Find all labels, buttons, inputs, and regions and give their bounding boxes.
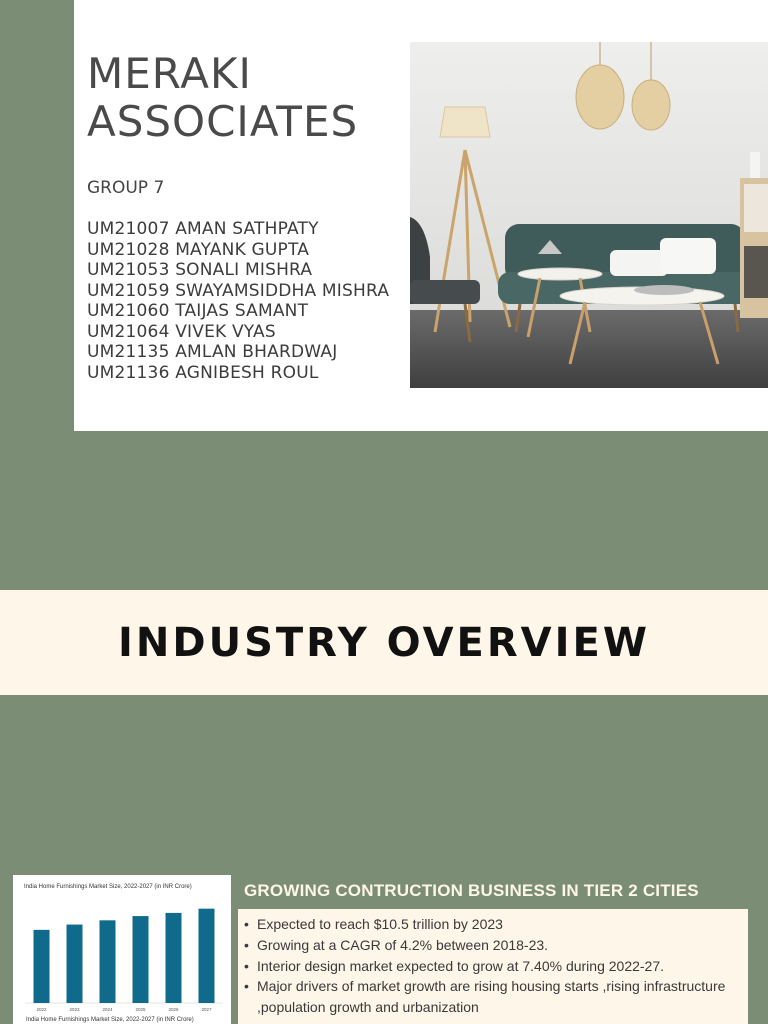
member-list <box>87 219 389 383</box>
chart-bar-2023 <box>67 925 83 1003</box>
chart-bar-2027 <box>199 909 215 1003</box>
member-item: UM21028 MAYANK GUPTA <box>87 239 310 260</box>
chart-tick-label-2025: 2025 <box>135 1007 146 1012</box>
chart-bar-2025 <box>133 916 149 1003</box>
chart-bar-2026 <box>166 913 182 1003</box>
chart-tick-label-2023: 2023 <box>69 1007 80 1012</box>
member-item: UM21053 SONALI MISHRA <box>87 260 313 280</box>
key-point: • Growing at a CAGR of 4.2% between 2018-23. <box>244 935 738 956</box>
company-name-line2: ASSOCIATES <box>87 97 359 146</box>
key-point: • Interior design market expected to grow at 7.40% during 2022-27. <box>244 956 738 977</box>
chart-subtitle: India Home Furnishings Market Size, 2022-2027 (in INR Crore) <box>26 1017 194 1023</box>
member-item: UM21060 TAIJAS SAMANT <box>87 301 309 321</box>
key-points-list <box>244 914 738 1018</box>
member-item: UM21136 AGNIBESH ROUL <box>87 362 319 383</box>
chart-tick-label-2026: 2026 <box>168 1007 179 1012</box>
chart-bar-2024 <box>100 920 116 1003</box>
group-label: GROUP 7 <box>87 178 165 198</box>
key-point: • Major drivers of market growth are rising housing starts ,rising infrastructure ,population growth and urbanization <box>244 976 738 1018</box>
member-item: UM21059 SWAYAMSIDDHA MISHRA <box>87 280 390 301</box>
company-name-line1: MERAKI <box>87 49 252 98</box>
key-point: • Expected to reach $10.5 trillion by 2023 <box>244 914 738 935</box>
chart-tick-label-2024: 2024 <box>102 1007 113 1012</box>
chart-title: India Home Furnishings Market Size, 2022-2027 (in INR Crore) <box>24 884 192 890</box>
living-room-photo <box>410 42 768 388</box>
key-points-box <box>238 909 748 1024</box>
company-name <box>87 50 358 146</box>
member-item: UM21007 AMAN SATHPATY <box>87 219 319 239</box>
member-item: UM21135 AMLAN BHARDWAJ <box>87 342 338 362</box>
chart-tick-label-2022: 2022 <box>36 1007 47 1012</box>
section-heading: GROWING CONTRUCTION BUSINESS IN TIER 2 CITIES <box>244 881 699 900</box>
chart-plot <box>13 875 231 1024</box>
banner-title: INDUSTRY OVERVIEW <box>118 619 650 666</box>
chart-tick-label-2027: 2027 <box>201 1007 212 1012</box>
market-size-chart <box>13 875 231 1024</box>
section-banner <box>0 590 768 695</box>
member-item: UM21064 VIVEK VYAS <box>87 321 276 342</box>
chart-bar-2022 <box>34 930 50 1003</box>
living-room-illustration <box>410 42 768 388</box>
